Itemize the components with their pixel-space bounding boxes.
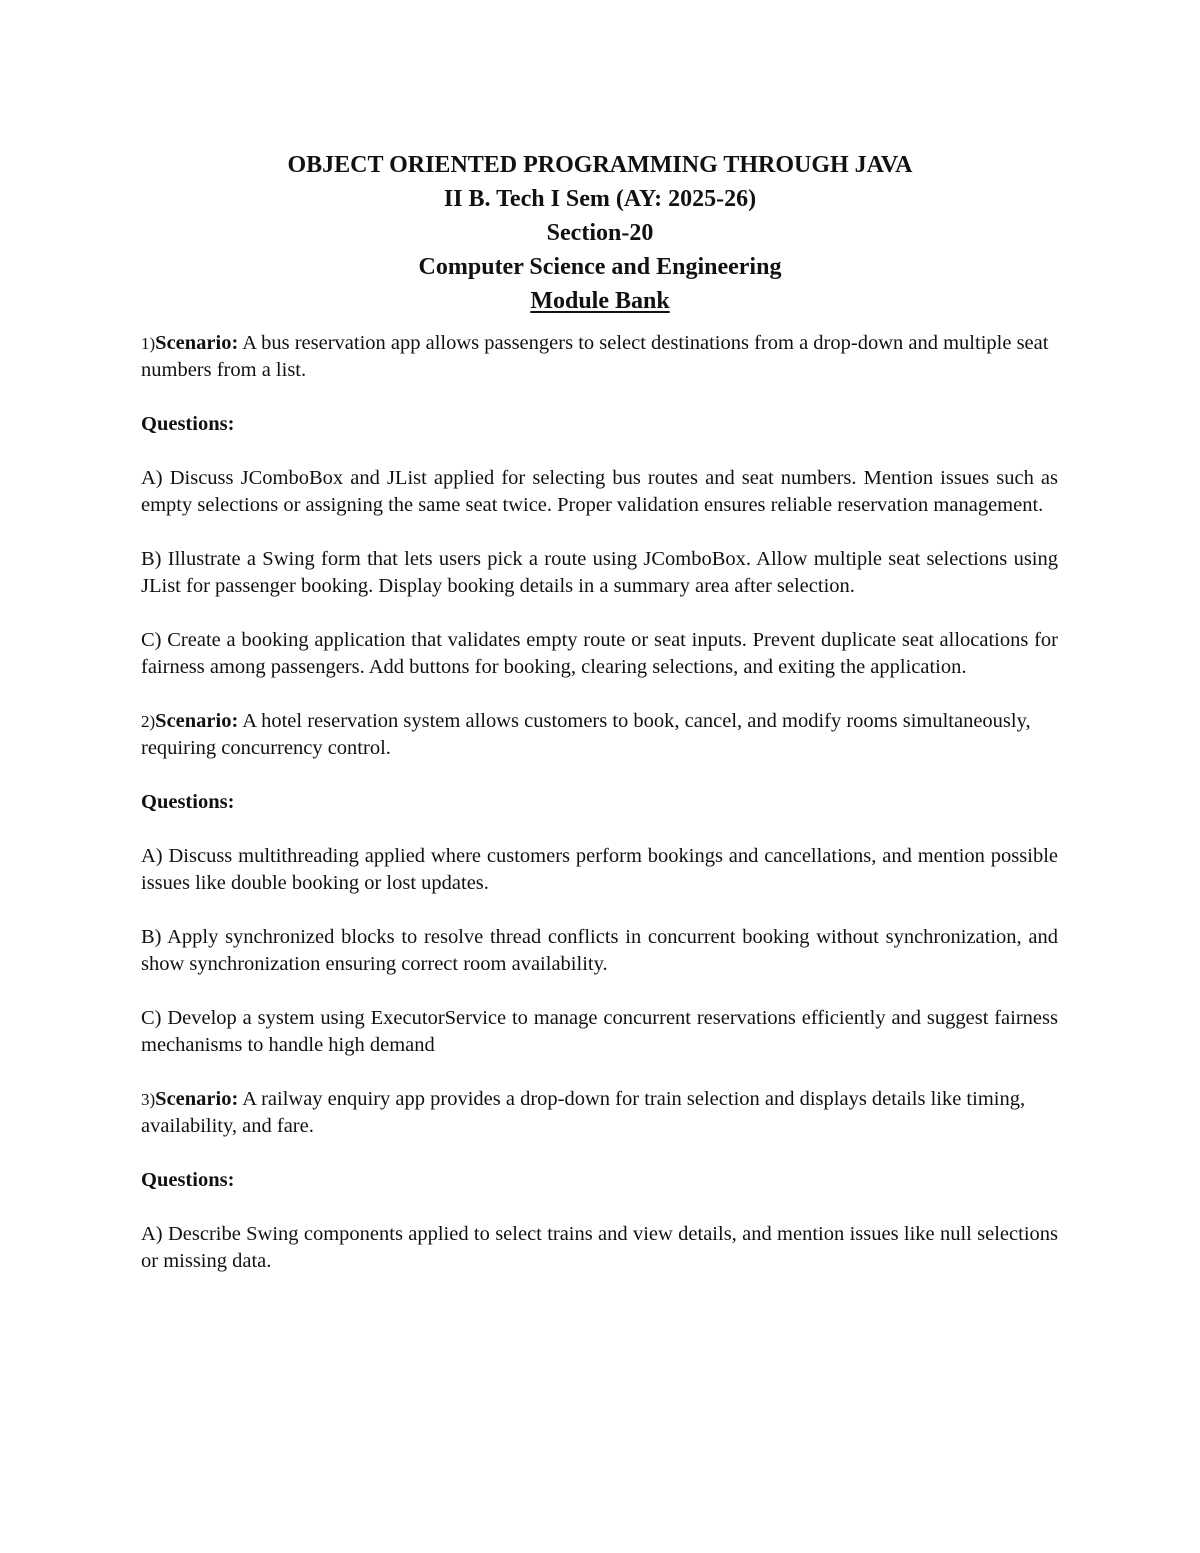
question-paragraph: C) Develop a system using ExecutorService to manage concurrent reservations efficiently and suggest fairness mechanisms to handle high demand — [141, 1007, 1058, 1056]
document-header — [0, 148, 1200, 318]
question-paragraph: C) Create a booking application that validates empty route or seat inputs. Prevent duplicate seat allocations for fairness among passengers. Add buttons for booking, clearing selections, and exiting the application. — [141, 629, 1058, 678]
document-body — [141, 330, 1058, 1302]
scenario-text: A bus reservation app allows passengers to select destinations from a drop-down and multiple seat numbers from a list. — [141, 332, 1049, 381]
scenario-number: 2) — [141, 712, 156, 731]
scenario-paragraph — [141, 1086, 1058, 1140]
semester-line: II B. Tech I Sem (AY: 2025-26) — [443, 186, 757, 212]
scenario-paragraph — [141, 330, 1058, 384]
question-paragraph: A) Discuss JComboBox and JList applied for selecting bus routes and seat numbers. Mention issues such as empty selections or assigning the same seat twice. Proper validation ensures reliable reservation management. — [141, 467, 1058, 516]
questions-heading: Questions: — [141, 413, 235, 435]
department-line: Computer Science and Engineering — [418, 254, 782, 280]
scenario-text: A railway enquiry app provides a drop-down for train selection and displays details like timing, availability, and fare. — [141, 1088, 1026, 1137]
course-title: OBJECT ORIENTED PROGRAMMING THROUGH JAVA — [287, 152, 913, 178]
scenario-label: Scenario: — [155, 1088, 239, 1110]
scenario-label: Scenario: — [155, 710, 239, 732]
question-paragraph: B) Apply synchronized blocks to resolve thread conflicts in concurrent booking without synchronization, and show synchronization ensuring correct room availability. — [141, 926, 1058, 975]
question-paragraph: A) Discuss multithreading applied where customers perform bookings and cancellations, and mention possible issues like double booking or lost updates. — [141, 845, 1058, 894]
question-paragraph: B) Illustrate a Swing form that lets users pick a route using JComboBox. Allow multiple seat selections using JList for passenger booking. Display booking details in a summary area after selection. — [141, 548, 1058, 597]
scenario-label: Scenario: — [155, 332, 239, 354]
scenario-text: A hotel reservation system allows customers to book, cancel, and modify rooms simultaneously, requiring concurrency control. — [141, 710, 1031, 759]
section-line: Section-20 — [546, 220, 654, 246]
scenario-number: 1) — [141, 334, 156, 353]
questions-heading: Questions: — [141, 1169, 235, 1191]
scenario-paragraph — [141, 708, 1058, 762]
questions-heading: Questions: — [141, 791, 235, 813]
scenario-number: 3) — [141, 1090, 156, 1109]
question-paragraph: A) Describe Swing components applied to select trains and view details, and mention issues like null selections or missing data. — [141, 1223, 1058, 1272]
document-title: Module Bank — [530, 288, 670, 314]
